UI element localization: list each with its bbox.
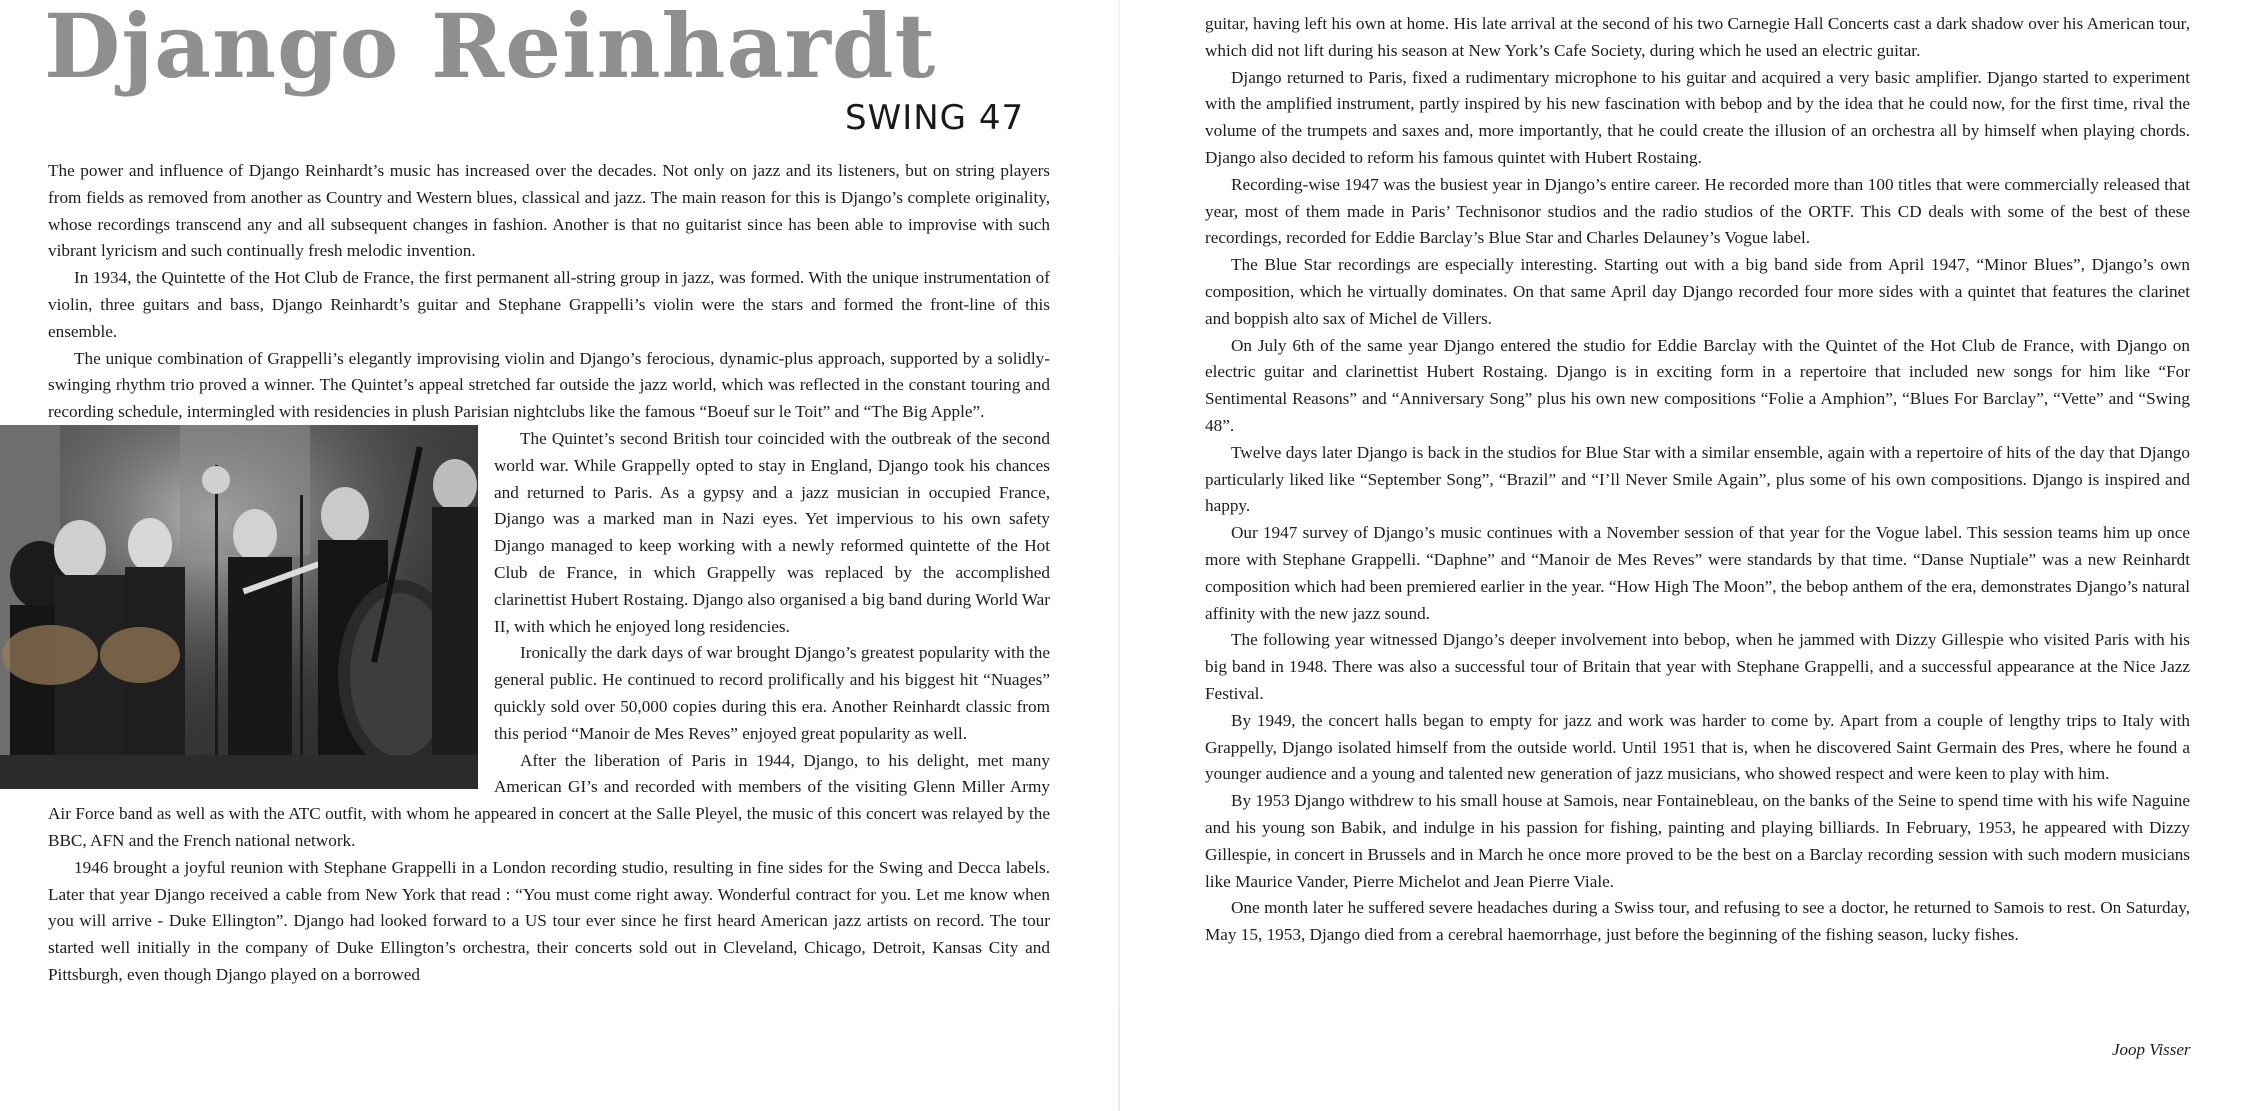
paragraph: By 1953 Django withdrew to his small house at Samois, near Fontainebleau, on the banks of the Seine to spend time with his wife Naguine and his young son Babik, and indulge in his passion for fishing, painting and playing billiards. In February, 1953, he appeared with Dizzy Gillespie, in concert in Brussels and in March he once more proved to be the best on a Barclay recording session with such modern musicians like Maurice Vander, Pierre Michelot and Jean Pierre Viale. [1205,791,2190,891]
page-title: Django Reinhardt [44,0,937,98]
paragraph: Recording-wise 1947 was the busiest year in Django’s entire career. He recorded more than 100 titles that were commercially released that year, most of them made in Paris’ Technisonor studios and the radio studios of the ORTF. This CD deals with some of the best of these recordings, recorded for Eddie Barclay’s Blue Star and Charles Delauney’s Vogue label. [1205,174,2190,248]
paragraph: One month later he suffered severe headaches during a Swiss tour, and refusing to see a doctor, he returned to Samois to rest. On Saturday, May 15, 1953, Django died from a cerebral haemorrhage, just before the beginning of the fishing season, lucky fishes. [1205,898,2190,945]
page-fold [1118,0,1120,1111]
author-signature: Joop Visser [2112,1040,2191,1059]
left-page [0,0,1080,1111]
paragraph: The Blue Star recordings are especially interesting. Starting out with a big band side from April 1947, “Minor Blues”, Django’s own composition, which he virtually dominates. On that same April day Django recorded four more sides with a quintet that features the clarinet and boppish alto sax of Michel de Villers. [1205,255,2190,328]
paragraph: 1946 brought a joyful reunion with Stephane Grappelli in a London recording studio, resulting in fine sides for the Swing and Decca labels. Later that year Django received a cable from New York that read : “You must come right away. Wonderful contract for you. Let me know when you will arrive - Duke Ellington”. Django had looked forward to a US tour ever since he first heard American jazz artists on record. The tour started well initially in the company of Duke Ellington’s orchestra, their concerts sold out in Cleveland, Chicago, Detroit, Kansas City and Pittsburgh, even though Django played on a borrowed [48,857,1050,984]
paragraph: The Quintet’s second British tour coincided with the outbreak of the second world war. While Grappelly opted to stay in England, Django took his chances and returned to Paris. As a gypsy and a jazz musician in occupied France, Django was a marked man in Nazi eyes. Yet impervious to his own safety Django managed to keep working with a newly reformed quintette of the Hot Club de France, in which Grappelly was replaced by the accomplished clarinettist Hubert Rostaing. Django also organised a big band during World War II, with which he enjoyed long residencies. [494,428,1050,636]
paragraph: Django returned to Paris, fixed a rudimentary microphone to his guitar and acquired a very basic amplifier. Django started to experiment with the amplified instrument, partly inspired by his new fascination with bebop and by the idea that he could now, for the first time, rival the volume of the trumpets and saxes and, more importantly, that he could create the illusion of an orchestra all by himself when playing chords. Django also decided to reform his famous quintet with Hubert Rostaing. [1205,67,2190,167]
paragraph: On July 6th of the same year Django entered the studio for Eddie Barclay with the Quintet of the Hot Club de France, with Django on electric guitar and clarinettist Hubert Rostaing. Django is in exciting form in a repertoire that included new songs for him like “For Sentimental Reasons” and “Anniversary Song” plus his own new compositions “Folie a Amphion”, “Blues For Barclay”, “Vette” and “Swing 48”. [1205,335,2190,435]
left-text-column [48,158,1050,989]
paragraph: Twelve days later Django is back in the studios for Blue Star with a similar ensemble, again with a repertoire of hits of the day that Django particularly liked like “September Song”, “Brazil” and “I’ll Never Smile Again”, plus some of his own compositions. Django is inspired and happy. [1205,442,2190,516]
paragraph: By 1949, the concert halls began to empty for jazz and work was harder to come by. Apart from a couple of lengthy trips to Italy with Grappelly, Django isolated himself from the outside world. Until 1951 that is, when he discovered Saint Germain des Pres, where he found a younger audience and a young and talented new generation of jazz musicians, who showed respect and were keen to play with him. [1205,710,2190,784]
album-subtitle: SWING 47 [845,98,1025,138]
paragraph: Ironically the dark days of war brought Django’s greatest popularity with the general public. He continued to record prolifically and his biggest hit “Nuages” quickly sold over 50,000 copies during this era. Another Reinhardt classic from this period “Manoir de Mes Reves” enjoyed great popularity as well. [494,643,1050,743]
paragraph: The following year witnessed Django’s deeper involvement into bebop, when he jammed with Dizzy Gillespie who visited Paris with his big band in 1948. There was also a successful tour of Britain that year with Stephane Grappelli, and a successful appearance at the Nice Jazz Festival. [1205,630,2190,703]
paragraph: After the liberation of Paris in 1944, Django, to his delight, met many American GI’s and recorded with members of the visiting Glenn Miller Army Air Force band as well as with the ATC outfit, with whom he appeared in concert at the Salle Pleyel, the music of this concert was relayed by the BBC, AFN and the French national network. [48,750,1050,850]
band-photo-image [0,425,478,789]
paragraph: guitar, having left his own at home. His late arrival at the second of his two Carnegie Hall Concerts cast a dark shadow over his American tour, which did not lift during his season at New York’s Cafe Society, during which he used an electric guitar. [1205,14,2190,60]
right-text-column [1205,11,2190,949]
paragraph: In 1934, the Quintette of the Hot Club de France, the first permanent all-string group in jazz, was formed. With the unique instrumentation of violin, three guitars and bass, Django Reinhardt’s guitar and Stephane Grappelli’s violin were the stars and formed the front-line of this ensemble. [48,268,1050,341]
paragraph: The unique combination of Grappelli’s elegantly improvising violin and Django’s ferocious, dynamic-plus approach, supported by a solidly-swinging rhythm trio proved a winner. The Quintet’s appeal stretched far outside the jazz world, which was reflected in the constant touring and recording schedule, intermingled with residencies in plush Parisian nightclubs like the famous “Boeuf sur le Toit” and “The Big Apple”. [48,348,1050,422]
paragraph: The power and influence of Django Reinhardt’s music has increased over the decades. Not only on jazz and its listeners, but on string players from fields as removed from another as Country and Western blues, classical and jazz. The main reason for this is Django’s complete originality, whose recordings transcend any and all subsequent changes in fashion. Another is that no guitarist since has been able to improvise with such vibrant lyricism and such continually fresh melodic invention. [48,161,1050,261]
band-photo [0,425,478,789]
paragraph: Our 1947 survey of Django’s music continues with a November session of that year for the Vogue label. This session teams him up once more with Stephane Grappelli. “Daphne” and “Manoir de Mes Reves” were standards by that time. “Danse Nuptiale” was a new Reinhardt composition which had been premiered earlier in the year. “How High The Moon”, the bebop anthem of the era, demonstrates Django’s natural affinity with the new jazz sound. [1205,523,2190,623]
